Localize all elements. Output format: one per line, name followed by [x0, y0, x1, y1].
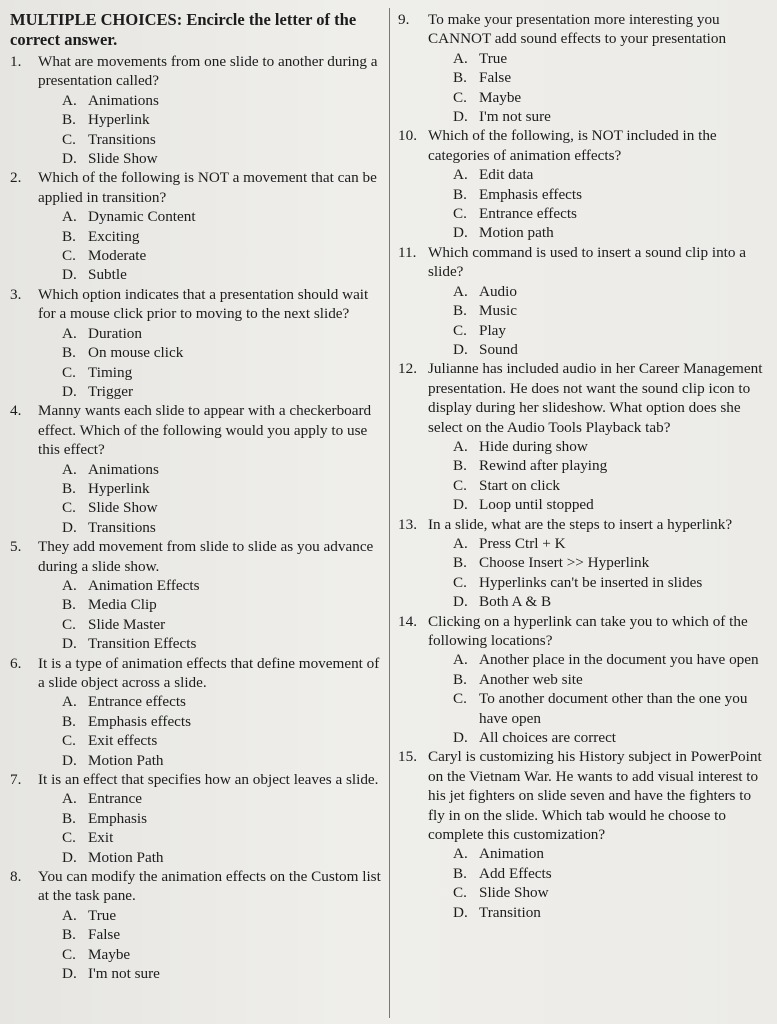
question-6 [10, 654, 382, 770]
question-stem [398, 612, 770, 651]
choice-option[interactable] [62, 848, 382, 867]
question-number: 5. [10, 538, 22, 556]
choice-text: Music [479, 302, 517, 320]
choice-option[interactable] [453, 864, 770, 883]
choice-letter: B. [62, 111, 76, 129]
choice-letter: A. [62, 91, 77, 109]
choice-option[interactable] [62, 382, 382, 401]
column-divider [389, 8, 390, 1018]
choice-text: Hyperlink [88, 479, 150, 497]
question-text: In a slide, what are the steps to insert a hyperlink? [428, 515, 733, 533]
choice-option[interactable] [62, 751, 382, 770]
choice-text: Another web site [479, 670, 583, 688]
choice-text: Transition [479, 903, 541, 921]
choice-letter: B. [62, 227, 76, 245]
choice-option[interactable] [62, 828, 382, 847]
question-9 [398, 10, 770, 126]
question-number: 8. [10, 868, 22, 886]
question-13 [398, 515, 770, 612]
choice-letter: A. [62, 693, 77, 711]
question-1 [10, 52, 382, 168]
choice-letter: B. [453, 554, 467, 572]
choice-list [10, 906, 382, 984]
question-text: Manny wants each slide to appear with a checkerboard effect. Which of the following would you apply to use this effect? [38, 402, 372, 459]
choice-letter: C. [62, 945, 76, 963]
choice-text: Maybe [88, 945, 131, 963]
question-3 [10, 285, 382, 401]
choice-text: Start on click [479, 476, 560, 494]
choice-letter: D. [62, 518, 77, 536]
choice-option[interactable] [62, 615, 382, 634]
question-stem [10, 52, 382, 91]
question-stem [10, 401, 382, 459]
choice-option[interactable] [453, 903, 770, 922]
choice-option[interactable] [453, 476, 770, 495]
right-column [398, 10, 770, 922]
question-stem [398, 243, 770, 282]
question-text: Caryl is customizing his History subject in PowerPoint on the Vietnam War. He wants to add visual interest to his jet fighters on slide seven and have the fighters to fly in on the slide. Which tab would he choose to complete this customization? [428, 748, 762, 844]
choice-letter: B. [453, 185, 467, 203]
choice-text: True [88, 906, 117, 924]
choice-letter: C. [62, 130, 76, 148]
choice-list [10, 460, 382, 538]
choice-text: Emphasis effects [479, 185, 583, 203]
choice-letter: D. [453, 340, 468, 358]
choice-text: Add Effects [479, 864, 552, 882]
choice-text: False [88, 926, 121, 944]
choice-list [10, 324, 382, 402]
choice-option[interactable] [62, 731, 382, 750]
question-stem [10, 867, 382, 906]
choice-text: Animations [88, 91, 159, 109]
question-number: 10. [398, 127, 417, 145]
question-text: Which of the following, is NOT included in the categories of animation effects? [428, 127, 717, 164]
choice-letter: A. [453, 651, 468, 669]
choice-option[interactable] [62, 324, 382, 343]
choice-text: Motion Path [88, 848, 164, 866]
choice-letter: C. [453, 690, 467, 708]
choice-letter: D. [62, 848, 77, 866]
question-number: 4. [10, 402, 22, 420]
choice-option[interactable] [453, 282, 770, 301]
choice-list [10, 789, 382, 867]
choice-letter: C. [62, 615, 76, 633]
choice-text: Rewind after playing [479, 457, 608, 475]
choice-letter: D. [453, 729, 468, 747]
choice-text: Motion Path [88, 751, 164, 769]
choice-text: Transitions [88, 130, 156, 148]
choice-list [398, 165, 770, 243]
choice-option[interactable] [62, 964, 382, 983]
question-number: 11. [398, 243, 417, 261]
choice-letter: A. [62, 324, 77, 342]
question-number: 12. [398, 360, 417, 378]
choice-text: Duration [88, 324, 142, 342]
choice-text: Slide Show [479, 884, 549, 902]
choice-list [398, 650, 770, 747]
choice-option[interactable] [453, 204, 770, 223]
choice-text: Slide Show [88, 150, 158, 168]
choice-text: Animations [88, 460, 159, 478]
choice-letter: C. [453, 88, 467, 106]
choice-option[interactable] [453, 883, 770, 902]
question-7 [10, 770, 382, 867]
choice-text: Animation [479, 845, 544, 863]
choice-letter: D. [453, 593, 468, 611]
choice-text: True [479, 49, 508, 67]
question-number: 6. [10, 654, 22, 672]
choice-letter: D. [453, 224, 468, 242]
choice-list [398, 534, 770, 612]
question-text: They add movement from slide to slide as you advance during a slide show. [38, 538, 374, 575]
choice-letter: D. [62, 965, 77, 983]
choice-option[interactable] [453, 573, 770, 592]
choice-option[interactable] [453, 844, 770, 863]
choice-option[interactable] [453, 340, 770, 359]
choice-option[interactable] [62, 712, 382, 731]
question-text: What are movements from one slide to another during a presentation called? [38, 53, 378, 90]
choice-option[interactable] [453, 592, 770, 611]
question-stem [10, 537, 382, 576]
choice-letter: A. [453, 49, 468, 67]
choice-text: Subtle [88, 266, 127, 284]
choice-text: Transitions [88, 518, 156, 536]
choice-letter: C. [62, 732, 76, 750]
question-text: You can modify the animation effects on the Custom list at the task pane. [38, 868, 381, 905]
choice-option[interactable] [453, 650, 770, 669]
choice-letter: B. [453, 670, 467, 688]
question-14 [398, 612, 770, 748]
choice-text: Exit effects [88, 732, 158, 750]
choice-letter: A. [62, 906, 77, 924]
choice-text: Emphasis effects [88, 712, 192, 730]
choice-letter: C. [453, 321, 467, 339]
choice-letter: D. [62, 751, 77, 769]
question-number: 7. [10, 771, 22, 789]
choice-text: Play [479, 321, 507, 339]
question-4 [10, 401, 382, 537]
choice-option[interactable] [62, 343, 382, 362]
choice-text: Edit data [479, 166, 534, 184]
choice-option[interactable] [62, 576, 382, 595]
question-number: 14. [398, 612, 417, 630]
question-12 [398, 359, 770, 514]
choice-option[interactable] [62, 246, 382, 265]
choice-text: Entrance effects [88, 693, 186, 711]
choice-option[interactable] [453, 670, 770, 689]
choice-letter: B. [453, 864, 467, 882]
choice-option[interactable] [453, 321, 770, 340]
question-stem [10, 770, 382, 789]
choice-letter: A. [62, 790, 77, 808]
choice-letter: B. [62, 712, 76, 730]
choice-option[interactable] [453, 49, 770, 68]
choice-text: Entrance [88, 790, 142, 808]
choice-letter: B. [62, 926, 76, 944]
question-text: It is an effect that specifies how an object leaves a slide. [38, 771, 379, 789]
instructions-line-1: MULTIPLE CHOICES: Encircle the letter of the [10, 10, 357, 29]
choice-option[interactable] [62, 925, 382, 944]
choice-list [10, 207, 382, 285]
choice-letter: D. [62, 266, 77, 284]
question-text: Which command is used to insert a sound clip into a slide? [428, 243, 747, 281]
choice-option[interactable] [62, 91, 382, 110]
question-2 [10, 168, 382, 284]
choice-letter: D. [62, 150, 77, 168]
choice-letter: D. [453, 108, 468, 126]
choice-option[interactable] [62, 130, 382, 149]
choice-option[interactable] [453, 107, 770, 126]
question-text: It is a type of animation effects that define movement of a slide object across a slide. [38, 654, 380, 691]
question-number: 15. [398, 748, 417, 766]
choice-text: Emphasis [88, 809, 148, 827]
choice-text: Loop until stopped [479, 496, 594, 514]
choice-text: Moderate [88, 247, 147, 265]
choice-text: I'm not sure [479, 108, 551, 126]
choice-text: Hyperlinks can't be inserted in slides [479, 573, 703, 591]
choice-option[interactable] [62, 945, 382, 964]
choice-option[interactable] [62, 595, 382, 614]
choice-option[interactable] [62, 692, 382, 711]
question-stem [398, 10, 770, 49]
choice-letter: C. [453, 573, 467, 591]
choice-option[interactable] [62, 809, 382, 828]
choice-option[interactable] [453, 185, 770, 204]
choice-letter: C. [453, 205, 467, 223]
choice-text: To another document other than the one you have open [479, 690, 748, 727]
choice-option[interactable] [453, 223, 770, 242]
choice-list [398, 437, 770, 515]
question-5 [10, 537, 382, 653]
choice-letter: D. [453, 496, 468, 514]
choice-letter: B. [453, 69, 467, 87]
choice-letter: C. [62, 499, 76, 517]
choice-list [398, 844, 770, 922]
choice-option[interactable] [62, 906, 382, 925]
question-stem [398, 359, 770, 437]
choice-letter: B. [62, 344, 76, 362]
choice-letter: B. [62, 596, 76, 614]
instructions-header [10, 10, 382, 50]
choice-option[interactable] [453, 689, 770, 728]
choice-text: Another place in the document you have open [479, 651, 759, 669]
choice-letter: A. [453, 437, 468, 455]
choice-text: Dynamic Content [88, 208, 196, 226]
question-number: 1. [10, 53, 22, 70]
choice-letter: C. [62, 829, 76, 847]
choice-option[interactable] [62, 149, 382, 168]
choice-letter: C. [62, 247, 76, 265]
choice-option[interactable] [453, 495, 770, 514]
choice-text: Animation Effects [88, 576, 200, 594]
question-8 [10, 867, 382, 983]
choice-text: Transition Effects [88, 635, 197, 653]
question-stem [10, 285, 382, 324]
choice-option[interactable] [453, 437, 770, 456]
choice-text: Press Ctrl + K [479, 534, 566, 552]
question-text: To make your presentation more interesting you CANNOT add sound effects to your presentation [428, 11, 727, 48]
choice-option[interactable] [62, 518, 382, 537]
choice-option[interactable] [62, 479, 382, 498]
choice-list [398, 282, 770, 360]
choice-letter: A. [453, 282, 468, 300]
question-stem [10, 654, 382, 693]
choice-letter: A. [62, 208, 77, 226]
choice-text: Entrance effects [479, 205, 577, 223]
choice-option[interactable] [453, 88, 770, 107]
choice-option[interactable] [453, 534, 770, 553]
choice-option[interactable] [62, 227, 382, 246]
choice-text: Both A & B [479, 593, 552, 611]
choice-option[interactable] [62, 363, 382, 382]
choice-letter: B. [453, 302, 467, 320]
choice-text: All choices are correct [479, 729, 617, 747]
choice-option[interactable] [453, 456, 770, 475]
choice-text: Trigger [88, 382, 134, 400]
choice-text: Audio [479, 282, 517, 300]
choice-text: Exit [88, 829, 114, 847]
choice-text: Motion path [479, 224, 554, 242]
choice-text: Exciting [88, 227, 140, 245]
choice-letter: C. [62, 363, 76, 381]
choice-option[interactable] [62, 460, 382, 479]
question-11 [398, 243, 770, 359]
question-number: 3. [10, 285, 22, 303]
choice-text: I'm not sure [88, 965, 160, 983]
choice-text: Slide Show [88, 499, 158, 517]
choice-text: Hide during show [479, 437, 588, 455]
choice-letter: C. [453, 476, 467, 494]
question-text: Which option indicates that a presentation should wait for a mouse click prior to moving to the next slide? [38, 285, 369, 323]
choice-option[interactable] [62, 634, 382, 653]
question-10 [398, 126, 770, 242]
choice-text: Maybe [479, 88, 522, 106]
choice-letter: B. [62, 809, 76, 827]
choice-list [10, 91, 382, 169]
question-text: Julianne has included audio in her Career Management presentation. He does not want the sound clip icon to display during her slideshow. What option does she select on the Audio Tools Playback tab? [428, 360, 763, 436]
question-text: Which of the following is NOT a movement that can be applied in transition? [38, 169, 377, 206]
question-stem [398, 747, 770, 844]
choice-letter: B. [62, 479, 76, 497]
question-text: Clicking on a hyperlink can take you to which of the following locations? [428, 612, 748, 649]
choice-text: Slide Master [88, 615, 166, 633]
choice-letter: D. [62, 635, 77, 653]
choice-letter: D. [62, 382, 77, 400]
choice-option[interactable] [453, 165, 770, 184]
question-15 [398, 747, 770, 922]
choice-option[interactable] [62, 498, 382, 517]
choice-option[interactable] [453, 301, 770, 320]
choice-letter: A. [453, 166, 468, 184]
choice-letter: A. [453, 534, 468, 552]
choice-option[interactable] [62, 265, 382, 284]
choice-text: Choose Insert >> Hyperlink [479, 554, 650, 572]
choice-letter: D. [453, 903, 468, 921]
choice-text: Sound [479, 340, 518, 358]
question-stem [398, 515, 770, 534]
choice-letter: C. [453, 884, 467, 902]
choice-option[interactable] [62, 789, 382, 808]
choice-option[interactable] [62, 207, 382, 226]
question-number: 9. [398, 11, 410, 28]
choice-list [10, 576, 382, 654]
question-stem [398, 126, 770, 165]
choice-list [10, 692, 382, 770]
choice-option[interactable] [453, 728, 770, 747]
choice-text: Hyperlink [88, 111, 150, 129]
choice-text: Media Clip [88, 596, 157, 614]
choice-option[interactable] [453, 68, 770, 87]
question-number: 2. [10, 169, 22, 187]
choice-text: On mouse click [88, 344, 184, 362]
left-column [10, 10, 382, 984]
choice-option[interactable] [62, 110, 382, 129]
choice-text: Timing [88, 363, 133, 381]
choice-letter: A. [62, 576, 77, 594]
choice-option[interactable] [453, 553, 770, 572]
instructions-line-2: correct answer. [10, 30, 118, 49]
choice-list [398, 49, 770, 127]
choice-letter: A. [62, 460, 77, 478]
choice-text: False [479, 69, 512, 87]
question-number: 13. [398, 515, 417, 533]
choice-letter: A. [453, 845, 468, 863]
choice-letter: B. [453, 457, 467, 475]
question-stem [10, 168, 382, 207]
